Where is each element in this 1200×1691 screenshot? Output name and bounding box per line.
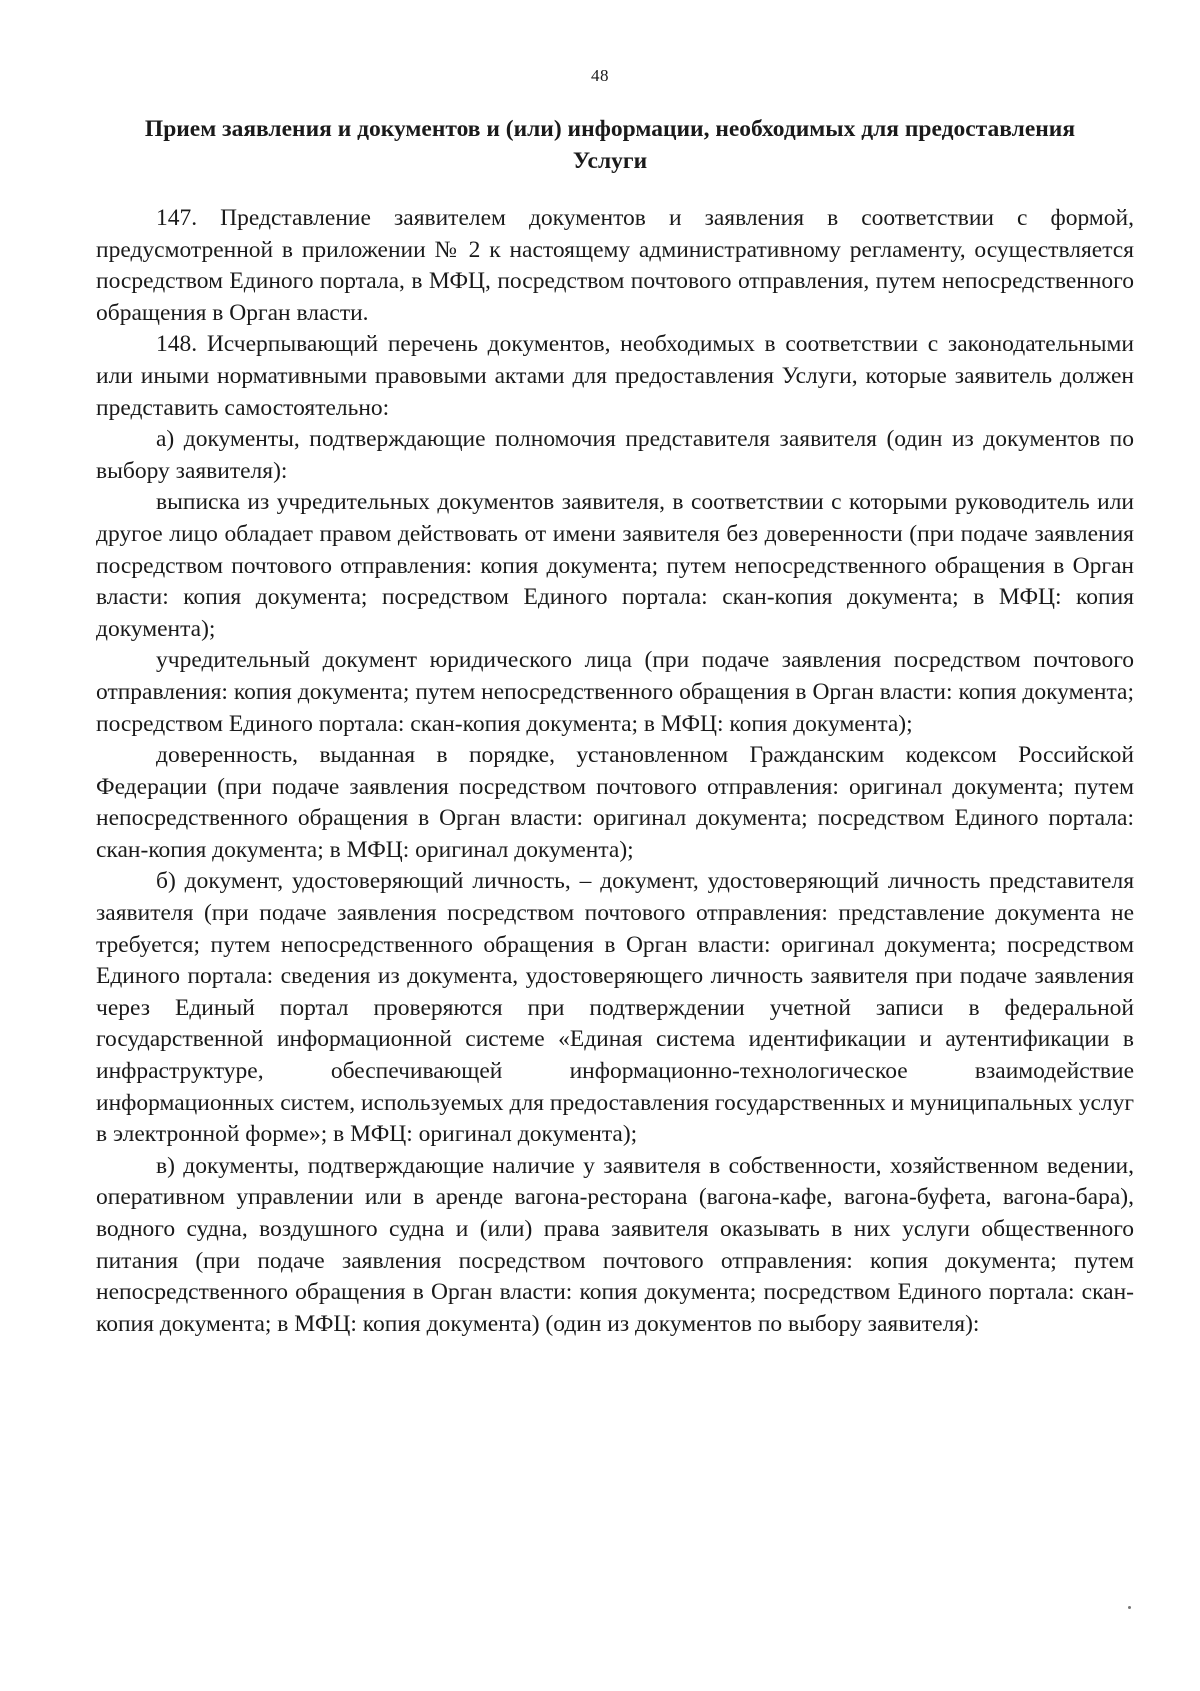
- paragraph-power-of-attorney: доверенность, выданная в порядке, установленном Гражданским кодексом Российской Федерации (при подаче заявления посредством почтового отправления: оригинал документа; путем непосредственного обращения в Орган власти: оригинал документа; посредством Единого портала: скан-копия документа; в МФЦ: оригинал документа);: [96, 742, 1134, 863]
- paragraph-148: 148. Исчерпывающий перечень документов, необходимых в соответствии с законодательными или иными нормативными правовыми актами для предоставления Услуги, которые заявитель должен представить самостоятельно:: [96, 331, 1134, 421]
- paragraph-extract-founding-docs: выписка из учредительных документов заявителя, в соответствии с которыми руководитель или другое лицо обладает правом действовать от имени заявителя без доверенности (при подаче заявления посредством почтового отправления: копия документа; путем непосредственного обращения в Орган власти: копия документа; посредством Единого портала: скан-копия документа; в МФЦ: копия документа);: [96, 489, 1134, 642]
- paragraph-item-a: а) документы, подтверждающие полномочия представителя заявителя (один из документов по выбору заявителя):: [96, 426, 1134, 484]
- scan-artifact: [1128, 1606, 1131, 1609]
- section-title: Прием заявления и документов и (или) информации, необходимых для предоставления Услуги: [144, 116, 1076, 174]
- page-number: 48: [591, 66, 609, 85]
- document-body: [96, 203, 1134, 1340]
- paragraph-147: 147. Представление заявителем документов и заявления в соответствии с формой, предусмотренной в приложении № 2 к настоящему административному регламенту, осуществляется посредством Единого портала, в МФЦ, посредством почтового отправления, путем непосредственного обращения в Орган власти.: [96, 205, 1134, 326]
- paragraph-item-b: б) документ, удостоверяющий личность, – документ, удостоверяющий личность представителя заявителя (при подаче заявления посредством почтового отправления: представление документа не требуется; путем непосредственного обращения в Орган власти: оригинал документа; посредством Единого портала: сведения из документа, удостоверяющего личность заявителя при подаче заявления через Единый портал проверяются при подтверждении учетной записи в федеральной государственной информационной системе «Единая система идентификации и аутентификации в инфраструктуре, обеспечивающей информационно-технологическое взаимодействие информационных систем, используемых для предоставления государственных и муниципальных услуг в электронной форме»; в МФЦ: оригинал документа);: [96, 868, 1134, 1148]
- paragraph-founding-document: учредительный документ юридического лица (при подаче заявления посредством почтового отправления: копия документа; путем непосредственного обращения в Орган власти: копия документа; посредством Единого портала: скан-копия документа; в МФЦ: копия документа);: [96, 647, 1134, 737]
- paragraph-item-v: в) документы, подтверждающие наличие у заявителя в собственности, хозяйственном ведении, оперативном управлении или в аренде вагона-ресторана (вагона-кафе, вагона-буфета, вагона-бара), водного судна, воздушного судна и (или) права заявителя оказывать в них услуги общественного питания (при подаче заявления посредством почтового отправления: копия документа; путем непосредственного обращения в Орган власти: копия документа; посредством Единого портала: скан-копия документа; в МФЦ: копия документа) (один из документов по выбору заявителя):: [96, 1152, 1134, 1337]
